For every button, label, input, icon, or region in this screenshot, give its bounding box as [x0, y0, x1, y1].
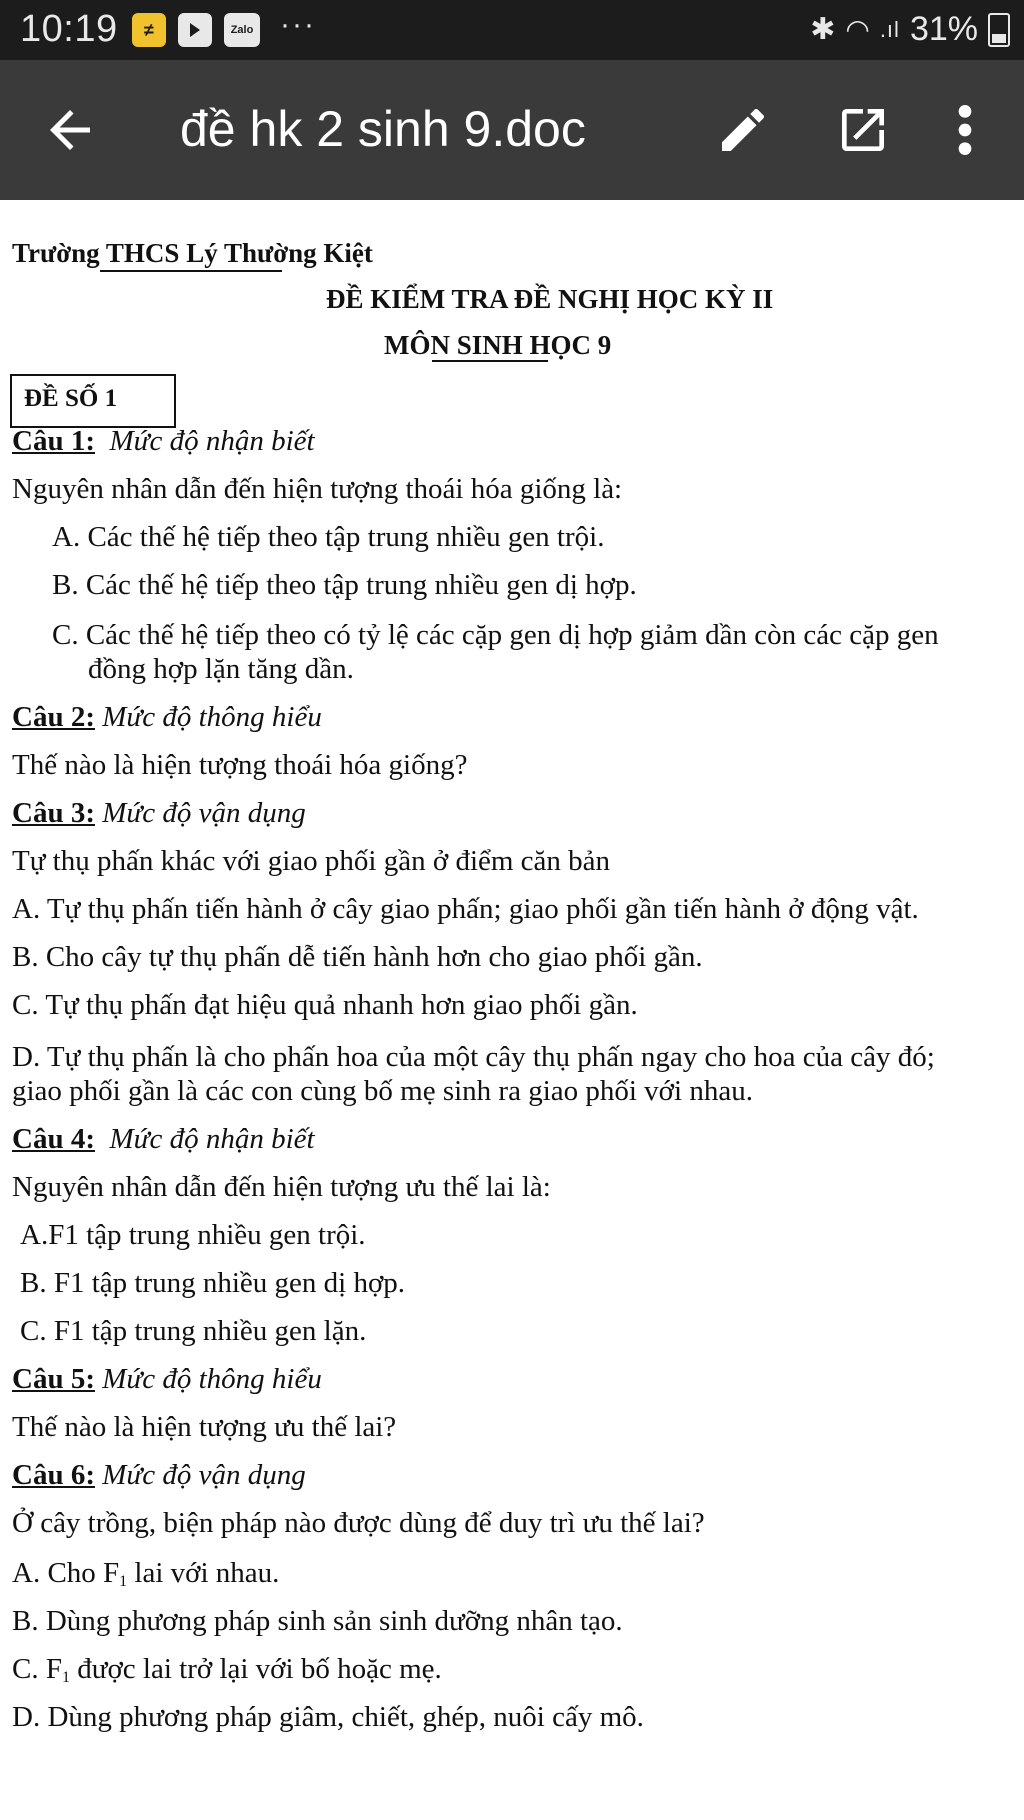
status-bar: [0, 0, 1024, 60]
question-6-label: Câu 6:: [12, 1459, 95, 1491]
back-arrow-icon[interactable]: [40, 100, 100, 160]
battery-icon: [988, 13, 1010, 47]
question-3-level: Mức độ vận dụng: [102, 797, 306, 829]
question-2-header: [12, 700, 322, 734]
subject-underline: [432, 360, 548, 362]
more-vert-icon[interactable]: [950, 102, 980, 158]
question-4-option-b: B. F1 tập trung nhiều gen dị hợp.: [20, 1267, 406, 1299]
school-name: Trường THCS Lý Thường Kiệt: [12, 238, 373, 268]
question-6-header: [12, 1458, 306, 1492]
question-2-text: Thế nào là hiện tượng thoái hóa giống?: [12, 749, 468, 781]
question-3-label: Câu 3:: [12, 797, 95, 829]
question-6-option-c-pre: C. F: [12, 1653, 62, 1685]
question-1-header: [12, 424, 315, 458]
question-6-option-c: [12, 1652, 442, 1695]
question-3-option-c: C. Tự thụ phấn đạt hiệu quả nhanh hơn giao phối gần.: [12, 989, 638, 1021]
question-1-level: Mức độ nhận biết: [109, 425, 315, 457]
question-4-text: Nguyên nhân dẫn đến hiện tượng ưu thế lai là:: [12, 1171, 551, 1203]
bluetooth-icon: ✱: [810, 13, 836, 46]
signal-icon: .ıl: [879, 16, 900, 42]
zalo-icon: Zalo: [224, 13, 260, 47]
question-5-header: [12, 1362, 322, 1396]
app-bar: [0, 60, 1024, 200]
question-1-option-c-cont: đồng hợp lặn tăng dần.: [88, 653, 354, 685]
question-6-text: Ở cây trồng, biện pháp nào được dùng để duy trì ưu thế lai?: [12, 1507, 705, 1539]
question-6-option-a-post: lai với nhau.: [127, 1557, 280, 1589]
question-6-option-a: [12, 1556, 279, 1599]
edit-pencil-icon[interactable]: [715, 102, 771, 158]
status-right-group: [810, 10, 1010, 49]
open-external-icon[interactable]: [835, 102, 891, 158]
question-1-option-a: A. Các thế hệ tiếp theo tập trung nhiều gen trội.: [52, 521, 605, 553]
question-4-header: [12, 1122, 315, 1156]
question-3-text: Tự thụ phấn khác với giao phối gần ở điểm căn bản: [12, 845, 611, 877]
question-6-option-d: D. Dùng phương pháp giâm, chiết, ghép, nuôi cấy mô.: [12, 1701, 644, 1733]
question-5-label: Câu 5:: [12, 1363, 95, 1395]
question-3-option-d: D. Tự thụ phấn là cho phấn hoa của một cây thụ phấn ngay cho hoa của cây đó;: [12, 1041, 935, 1073]
question-3-option-a: A. Tự thụ phấn tiến hành ở cây giao phấn; giao phối gần tiến hành ở động vật.: [12, 893, 919, 925]
question-1-option-c: C. Các thế hệ tiếp theo có tỷ lệ các cặp gen dị hợp giảm dần còn các cặp gen: [52, 619, 939, 651]
question-4-option-a: A.F1 tập trung nhiều gen trội.: [20, 1219, 366, 1251]
exam-title: ĐỀ KIỂM TRA ĐỀ NGHỊ HỌC KỲ II: [326, 284, 774, 314]
question-1-label: Câu 1:: [12, 425, 95, 457]
subscript-1: 1: [61, 1669, 70, 1686]
question-1-option-b: B. Các thế hệ tiếp theo tập trung nhiều gen dị hợp.: [52, 569, 637, 601]
status-time: 10:19: [20, 8, 118, 50]
subscript-1: 1: [119, 1573, 128, 1590]
question-2-label: Câu 2:: [12, 701, 95, 733]
question-6-option-c-post: được lai trở lại với bố hoặc mẹ.: [69, 1653, 442, 1685]
wifi-icon: ◠: [845, 14, 870, 45]
question-5-text: Thế nào là hiện tượng ưu thế lai?: [12, 1411, 397, 1443]
question-3-option-b: B. Cho cây tự thụ phấn dễ tiến hành hơn cho giao phối gần.: [12, 941, 703, 973]
document-title: đề hk 2 sinh 9.doc: [180, 101, 586, 157]
question-1-text: Nguyên nhân dẫn đến hiện tượng thoái hóa giống là:: [12, 473, 623, 505]
question-3-option-d-cont: giao phối gần là các con cùng bố mẹ sinh ra giao phối với nhau.: [12, 1075, 753, 1107]
more-notifications-icon: ···: [280, 8, 316, 41]
youtube-icon: [178, 13, 212, 47]
battery-percent: 31%: [909, 10, 978, 48]
question-4-label: Câu 4:: [12, 1123, 95, 1155]
question-4-level: Mức độ nhận biết: [109, 1123, 315, 1155]
exam-number: ĐỀ SỐ 1: [24, 385, 118, 412]
question-6-option-a-pre: A. Cho F: [12, 1557, 120, 1589]
question-4-option-c: C. F1 tập trung nhiều gen lặn.: [20, 1315, 367, 1347]
question-2-level: Mức độ thông hiểu: [102, 701, 322, 733]
question-6-option-b: B. Dùng phương pháp sinh sản sinh dưỡng nhân tạo.: [12, 1605, 623, 1637]
question-6-level: Mức độ vận dụng: [102, 1459, 306, 1491]
tiki-icon: ≠: [132, 13, 166, 47]
question-5-level: Mức độ thông hiểu: [102, 1363, 322, 1395]
subject-title: MÔN SINH HỌC 9: [384, 330, 612, 360]
school-underline: [100, 270, 282, 272]
question-3-header: [12, 796, 306, 830]
